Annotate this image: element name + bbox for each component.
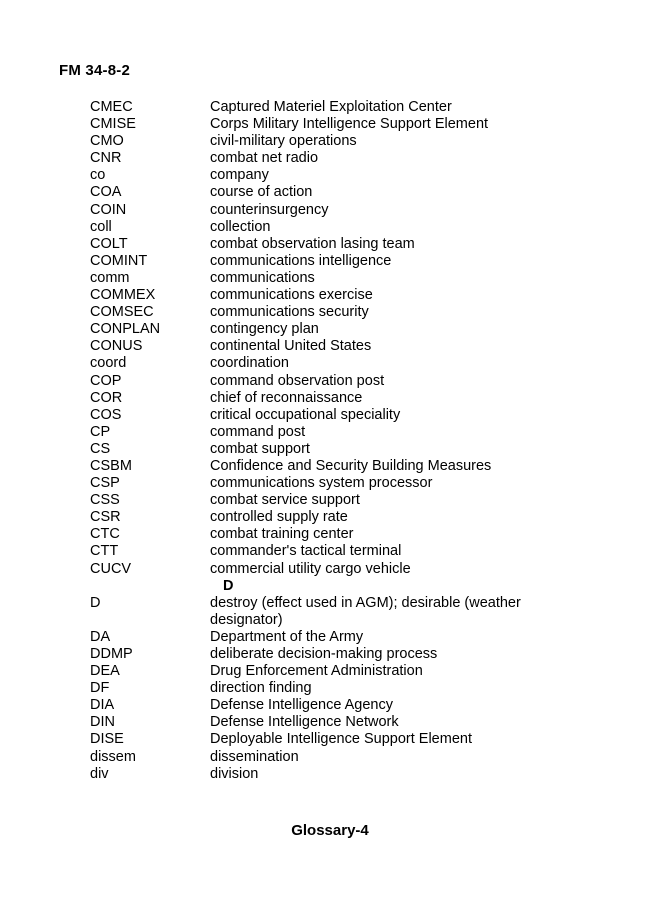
- glossary-abbreviation: DISE: [90, 731, 124, 748]
- glossary-entry: [90, 424, 560, 441]
- glossary-definition: Department of the Army: [210, 628, 364, 645]
- glossary-abbreviation: CP: [90, 423, 111, 440]
- glossary-definition: contingency plan: [210, 321, 319, 338]
- glossary-entry: [90, 150, 560, 167]
- glossary-entry: [90, 167, 560, 184]
- glossary-abbreviation: div: [90, 765, 109, 782]
- glossary-entry: [90, 304, 560, 321]
- glossary-entry: [90, 526, 560, 543]
- glossary-entry: [90, 561, 560, 578]
- glossary-definition: Corps Military Intelligence Support Element: [210, 116, 489, 133]
- section-letter-heading: D: [223, 577, 234, 594]
- page-footer: Glossary-4: [291, 822, 369, 839]
- glossary-definition: command observation post: [210, 372, 385, 389]
- glossary-definition: company: [210, 167, 269, 184]
- glossary-abbreviation: CMEC: [90, 99, 133, 115]
- glossary-definition: Defense Intelligence Network: [210, 714, 399, 731]
- glossary-definition: Captured Materiel Exploitation Center: [210, 99, 452, 115]
- glossary-entry: [90, 355, 560, 372]
- glossary-abbreviation: CNR: [90, 150, 122, 167]
- glossary-list: [90, 99, 560, 783]
- glossary-definition: deliberate decision-making process: [210, 646, 438, 662]
- glossary-entry: [90, 270, 560, 287]
- glossary-abbreviation: COS: [90, 406, 122, 423]
- glossary-entry: [90, 407, 560, 424]
- glossary-abbreviation: CSBM: [90, 457, 132, 474]
- glossary-definition: Confidence and Security Building Measures: [210, 457, 492, 474]
- glossary-definition: direction finding: [210, 680, 312, 697]
- glossary-definition: civil-military operations: [210, 133, 357, 150]
- glossary-entry: [90, 184, 560, 201]
- glossary-abbreviation: CONPLAN: [90, 321, 161, 338]
- glossary-definition: destroy (effect used in AGM); desirable (weather designator): [210, 594, 521, 628]
- glossary-abbreviation: CTT: [90, 543, 119, 560]
- glossary-definition: communications: [210, 269, 315, 286]
- glossary-abbreviation: DIN: [90, 714, 115, 731]
- glossary-entry: [90, 749, 560, 766]
- glossary-entry: [90, 492, 560, 509]
- glossary-entry: [90, 680, 560, 697]
- glossary-definition: division: [210, 765, 259, 782]
- glossary-abbreviation: COLT: [90, 235, 128, 252]
- glossary-entry: [90, 253, 560, 270]
- glossary-entry: [90, 714, 560, 731]
- glossary-abbreviation: coord: [90, 355, 127, 372]
- glossary-abbreviation: CSR: [90, 509, 121, 526]
- glossary-definition: continental United States: [210, 338, 372, 355]
- glossary-abbreviation: DF: [90, 680, 110, 697]
- glossary-definition: combat service support: [210, 492, 360, 509]
- glossary-abbreviation: COMMEX: [90, 287, 156, 304]
- glossary-entry: [90, 509, 560, 526]
- glossary-abbreviation: CSS: [90, 492, 120, 509]
- glossary-definition: critical occupational speciality: [210, 406, 401, 423]
- glossary-definition: command post: [210, 423, 306, 440]
- glossary-entry: [90, 629, 560, 646]
- glossary-abbreviation: CS: [90, 440, 111, 457]
- glossary-abbreviation: co: [90, 167, 106, 184]
- glossary-definition: course of action: [210, 184, 313, 201]
- glossary-definition: Deployable Intelligence Support Element: [210, 731, 472, 748]
- glossary-entry: [90, 219, 560, 236]
- glossary-entry: [90, 287, 560, 304]
- glossary-section-d: [90, 595, 560, 783]
- glossary-definition: dissemination: [210, 748, 299, 765]
- glossary-entry: [90, 338, 560, 355]
- glossary-abbreviation: comm: [90, 269, 130, 286]
- glossary-entry: [90, 321, 560, 338]
- document-number: FM 34-8-2: [59, 62, 130, 79]
- glossary-abbreviation: dissem: [90, 748, 136, 765]
- glossary-entry: [90, 543, 560, 560]
- glossary-entry: [90, 697, 560, 714]
- glossary-abbreviation: COIN: [90, 201, 127, 218]
- glossary-definition: combat observation lasing team: [210, 235, 415, 252]
- glossary-abbreviation: COMSEC: [90, 304, 154, 321]
- glossary-entry: [90, 441, 560, 458]
- glossary-entry: [90, 99, 560, 116]
- glossary-entry: [90, 116, 560, 133]
- glossary-definition: combat support: [210, 440, 310, 457]
- glossary-entry: [90, 731, 560, 748]
- glossary-entry: [90, 458, 560, 475]
- glossary-definition: communications intelligence: [210, 252, 392, 269]
- glossary-abbreviation: D: [90, 594, 101, 611]
- glossary-definition: combat training center: [210, 526, 354, 543]
- glossary-entry: [90, 202, 560, 219]
- glossary-definition: Defense Intelligence Agency: [210, 697, 393, 714]
- glossary-abbreviation: COA: [90, 184, 122, 201]
- glossary-definition: communications security: [210, 304, 369, 321]
- glossary-entry: [90, 663, 560, 680]
- glossary-abbreviation: DIA: [90, 697, 115, 714]
- glossary-definition: Drug Enforcement Administration: [210, 663, 423, 680]
- glossary-entry: [90, 766, 560, 783]
- glossary-definition: commander's tactical terminal: [210, 543, 402, 560]
- glossary-abbreviation: DEA: [90, 663, 120, 680]
- glossary-abbreviation: CUCV: [90, 560, 132, 577]
- glossary-abbreviation: CONUS: [90, 338, 143, 355]
- glossary-entry: [90, 390, 560, 407]
- glossary-entry: [90, 373, 560, 390]
- glossary-entry: [90, 133, 560, 150]
- glossary-definition: chief of reconnaissance: [210, 389, 363, 406]
- glossary-abbreviation: coll: [90, 218, 112, 235]
- glossary-abbreviation: CMO: [90, 133, 124, 150]
- glossary-abbreviation: CTC: [90, 526, 120, 543]
- glossary-abbreviation: COMINT: [90, 252, 148, 269]
- glossary-abbreviation: CSP: [90, 475, 120, 492]
- glossary-abbreviation: COR: [90, 389, 123, 406]
- glossary-entry: [90, 646, 560, 663]
- glossary-definition: collection: [210, 218, 271, 235]
- glossary-abbreviation: COP: [90, 372, 122, 389]
- glossary-definition: communications exercise: [210, 287, 373, 304]
- glossary-abbreviation: CMISE: [90, 116, 136, 133]
- glossary-definition: controlled supply rate: [210, 509, 348, 526]
- glossary-definition: counterinsurgency: [210, 201, 329, 218]
- glossary-definition: commercial utility cargo vehicle: [210, 560, 411, 577]
- glossary-section-c: [90, 99, 560, 578]
- glossary-definition: combat net radio: [210, 150, 319, 167]
- glossary-entry: [90, 475, 560, 492]
- glossary-definition: coordination: [210, 355, 289, 372]
- glossary-entry: [90, 595, 560, 629]
- glossary-entry: [90, 236, 560, 253]
- glossary-abbreviation: DA: [90, 628, 111, 645]
- glossary-abbreviation: DDMP: [90, 646, 133, 662]
- glossary-definition: communications system processor: [210, 475, 433, 492]
